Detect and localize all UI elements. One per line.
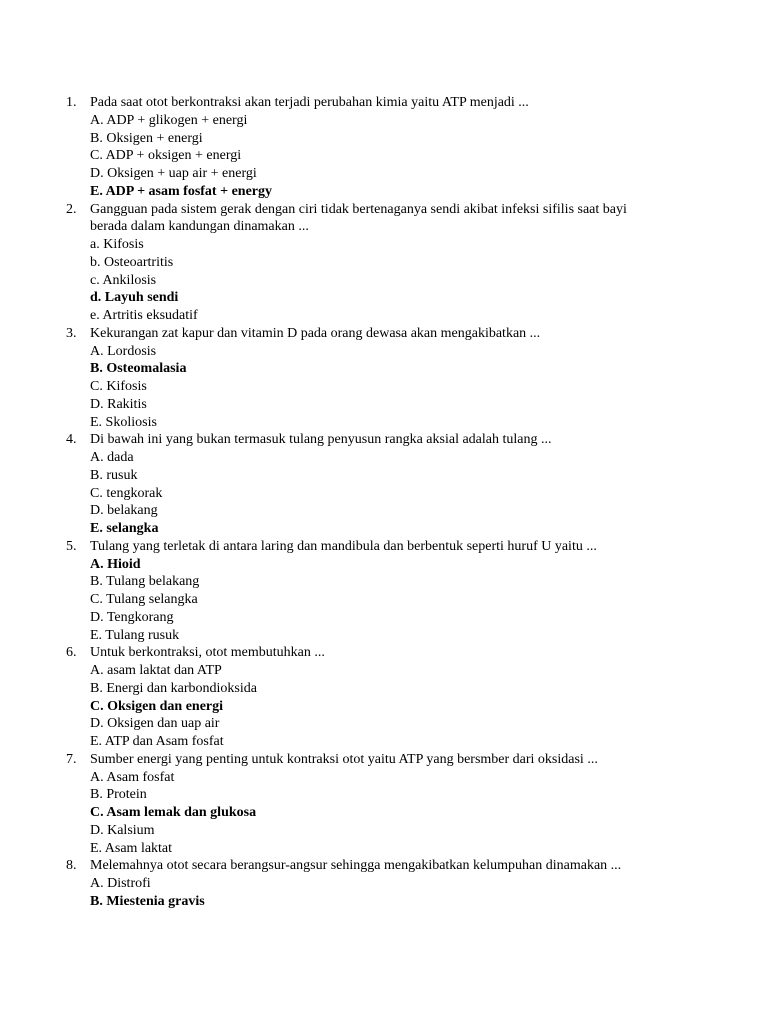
answer-option: c. Ankilosis	[90, 272, 157, 288]
question-text-line: Pada saat otot berkontraksi akan terjadi perubahan kimia yaitu ATP menjadi ...	[90, 95, 529, 110]
answer-option-correct: C. Asam lemak dan glukosa	[90, 805, 257, 820]
question-text-line: Tulang yang terletak di antara laring dan mandibula dan berbentuk seperti huruf U yaitu ...	[90, 538, 597, 554]
answer-option: e. Artritis eksudatif	[90, 308, 198, 323]
question-list	[66, 94, 706, 911]
answer-option-correct: B. Miestenia gravis	[90, 893, 205, 909]
answer-options	[90, 875, 706, 911]
answer-option-correct: E. ADP + asam fosfat + energy	[90, 183, 272, 199]
question-number: 2.	[66, 201, 77, 217]
answer-option: C. ADP + oksigen + energi	[90, 148, 242, 164]
answer-option-correct: E. selangka	[90, 521, 159, 536]
answer-option-correct: C. Oksigen dan energi	[90, 698, 224, 714]
question-number: 3.	[66, 325, 77, 341]
answer-option: E. Tulang rusuk	[90, 627, 180, 643]
answer-option: E. Asam laktat	[90, 840, 173, 856]
answer-option: b. Osteoartritis	[90, 254, 174, 270]
answer-option: D. Kalsium	[90, 822, 155, 838]
answer-option: C. tengkorak	[90, 485, 163, 501]
question-item	[66, 644, 706, 751]
question-number: 6.	[66, 645, 77, 661]
question-item	[66, 538, 706, 645]
answer-option: B. Energi dan karbondioksida	[90, 680, 257, 696]
answer-options	[90, 769, 706, 858]
question-number: 4.	[66, 432, 77, 448]
question-text	[90, 201, 706, 237]
question-text-line: Untuk berkontraksi, otot membutuhkan ...	[90, 645, 325, 661]
answer-option: B. Tulang belakang	[90, 574, 200, 590]
answer-options	[90, 662, 706, 751]
question-text	[90, 94, 706, 112]
question-number: 7.	[66, 751, 77, 767]
answer-option: C. Tulang selangka	[90, 592, 198, 607]
answer-option: D. belakang	[90, 503, 158, 519]
answer-option: B. Oksigen + energi	[90, 130, 203, 146]
question-text	[90, 431, 706, 449]
answer-option: C. Kifosis	[90, 379, 147, 394]
question-text-line: berada dalam kandungan dinamakan ...	[90, 219, 309, 235]
answer-option: A. Asam fosfat	[90, 769, 175, 785]
question-text	[90, 538, 706, 556]
answer-option: A. asam laktat dan ATP	[90, 663, 222, 678]
answer-option: A. dada	[90, 450, 134, 465]
question-text-line: Melemahnya otot secara berangsur-angsur sehingga mengakibatkan kelumpuhan dinamakan ...	[90, 858, 622, 874]
question-text-line: Sumber energi yang penting untuk kontraksi otot yaitu ATP yang bersmber dari oksidasi ...	[90, 751, 598, 767]
answer-option-correct: d. Layuh sendi	[90, 290, 179, 306]
question-text-line: Di bawah ini yang bukan termasuk tulang penyusun rangka aksial adalah tulang ...	[90, 432, 552, 448]
question-text	[90, 751, 706, 769]
question-number: 1.	[66, 95, 77, 110]
question-text-line: Gangguan pada sistem gerak dengan ciri tidak bertenaganya sendi akibat infeksi sifilis saat bayi	[90, 201, 627, 217]
question-number: 8.	[66, 858, 77, 874]
question-text	[90, 644, 706, 662]
question-text-line: Kekurangan zat kapur dan vitamin D pada orang dewasa akan mengakibatkan ...	[90, 325, 541, 341]
answer-option: E. ATP dan Asam fosfat	[90, 734, 224, 749]
answer-options	[90, 236, 706, 325]
answer-options	[90, 112, 706, 201]
answer-option-correct: B. Osteomalasia	[90, 361, 187, 377]
question-item	[66, 751, 706, 858]
question-text	[90, 857, 706, 875]
question-item	[66, 431, 706, 538]
answer-option-correct: A. Hioid	[90, 556, 141, 572]
answer-options	[90, 556, 706, 645]
answer-option: D. Oksigen + uap air + energi	[90, 166, 257, 181]
question-item	[66, 94, 706, 201]
answer-option: A. Lordosis	[90, 343, 157, 359]
answer-option: D. Rakitis	[90, 396, 147, 412]
question-item	[66, 201, 706, 325]
answer-option: A. ADP + glikogen + energi	[90, 112, 248, 128]
answer-option: E. Skoliosis	[90, 414, 157, 430]
answer-options	[90, 449, 706, 538]
answer-option: B. rusuk	[90, 467, 138, 483]
answer-option: D. Tengkorang	[90, 609, 174, 625]
answer-option: A. Distrofi	[90, 876, 151, 891]
answer-options	[90, 343, 706, 432]
answer-option: D. Oksigen dan uap air	[90, 716, 220, 732]
answer-option: a. Kifosis	[90, 237, 144, 252]
question-number: 5.	[66, 538, 77, 554]
question-item	[66, 857, 706, 910]
answer-option: B. Protein	[90, 787, 147, 803]
question-item	[66, 325, 706, 432]
question-text	[90, 325, 706, 343]
